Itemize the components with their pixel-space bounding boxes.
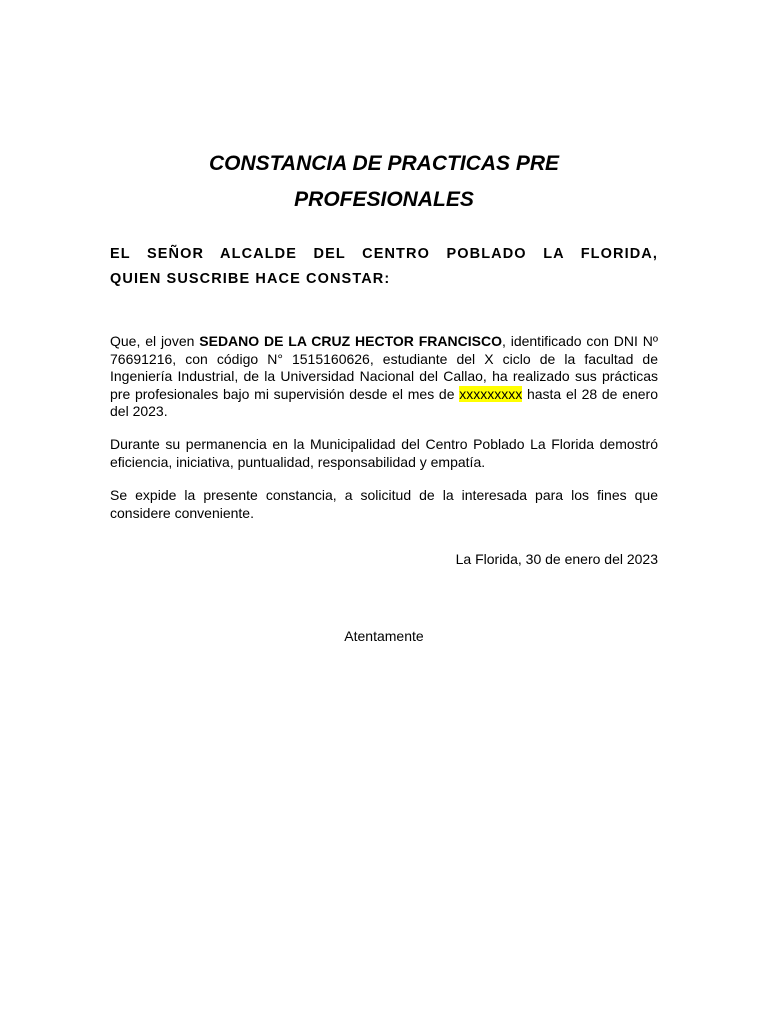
paragraph-end: hasta el 28 de enero del 2023. xyxy=(110,385,658,419)
heading-line-2: QUIEN SUSCRIBE HACE CONSTAR: xyxy=(110,271,391,287)
paragraph-issuance: Se expide la presente constancia, a solicitud de la interesada para los fines que considere conveniente. xyxy=(110,487,658,521)
closing-salutation: Atentamente xyxy=(344,628,424,644)
heading-line-1: EL SEÑOR ALCALDE DEL CENTRO POBLADO LA FLORIDA, xyxy=(110,246,658,262)
paragraph-certification xyxy=(110,333,658,421)
title-line-1: CONSTANCIA DE PRACTICAS PRE xyxy=(208,152,560,175)
student-name: SEDANO DE LA CRUZ HECTOR FRANCISCO xyxy=(199,333,502,349)
paragraph-intro: Que, el joven xyxy=(110,333,200,349)
paragraph-performance: Durante su permanencia en la Municipalidad del Centro Poblado La Florida demostró eficiencia, iniciativa, puntualidad, responsabilidad y empatía. xyxy=(110,436,658,470)
start-month-placeholder: xxxxxxxxx xyxy=(459,385,523,402)
document-heading xyxy=(110,242,658,292)
title-line-2: PROFESIONALES xyxy=(294,188,474,211)
document-title xyxy=(110,146,658,218)
paragraph-details: , identificado con DNI Nº 76691216, con código N° 1515160626, estudiante del X ciclo de la facultad de Ingeniería Industrial, de la Universidad Nacional del Callao, ha realizado sus prácticas pre profesionales bajo mi supervisión desde el mes de xyxy=(110,333,658,402)
place-and-date: La Florida, 30 de enero del 2023 xyxy=(455,551,658,567)
